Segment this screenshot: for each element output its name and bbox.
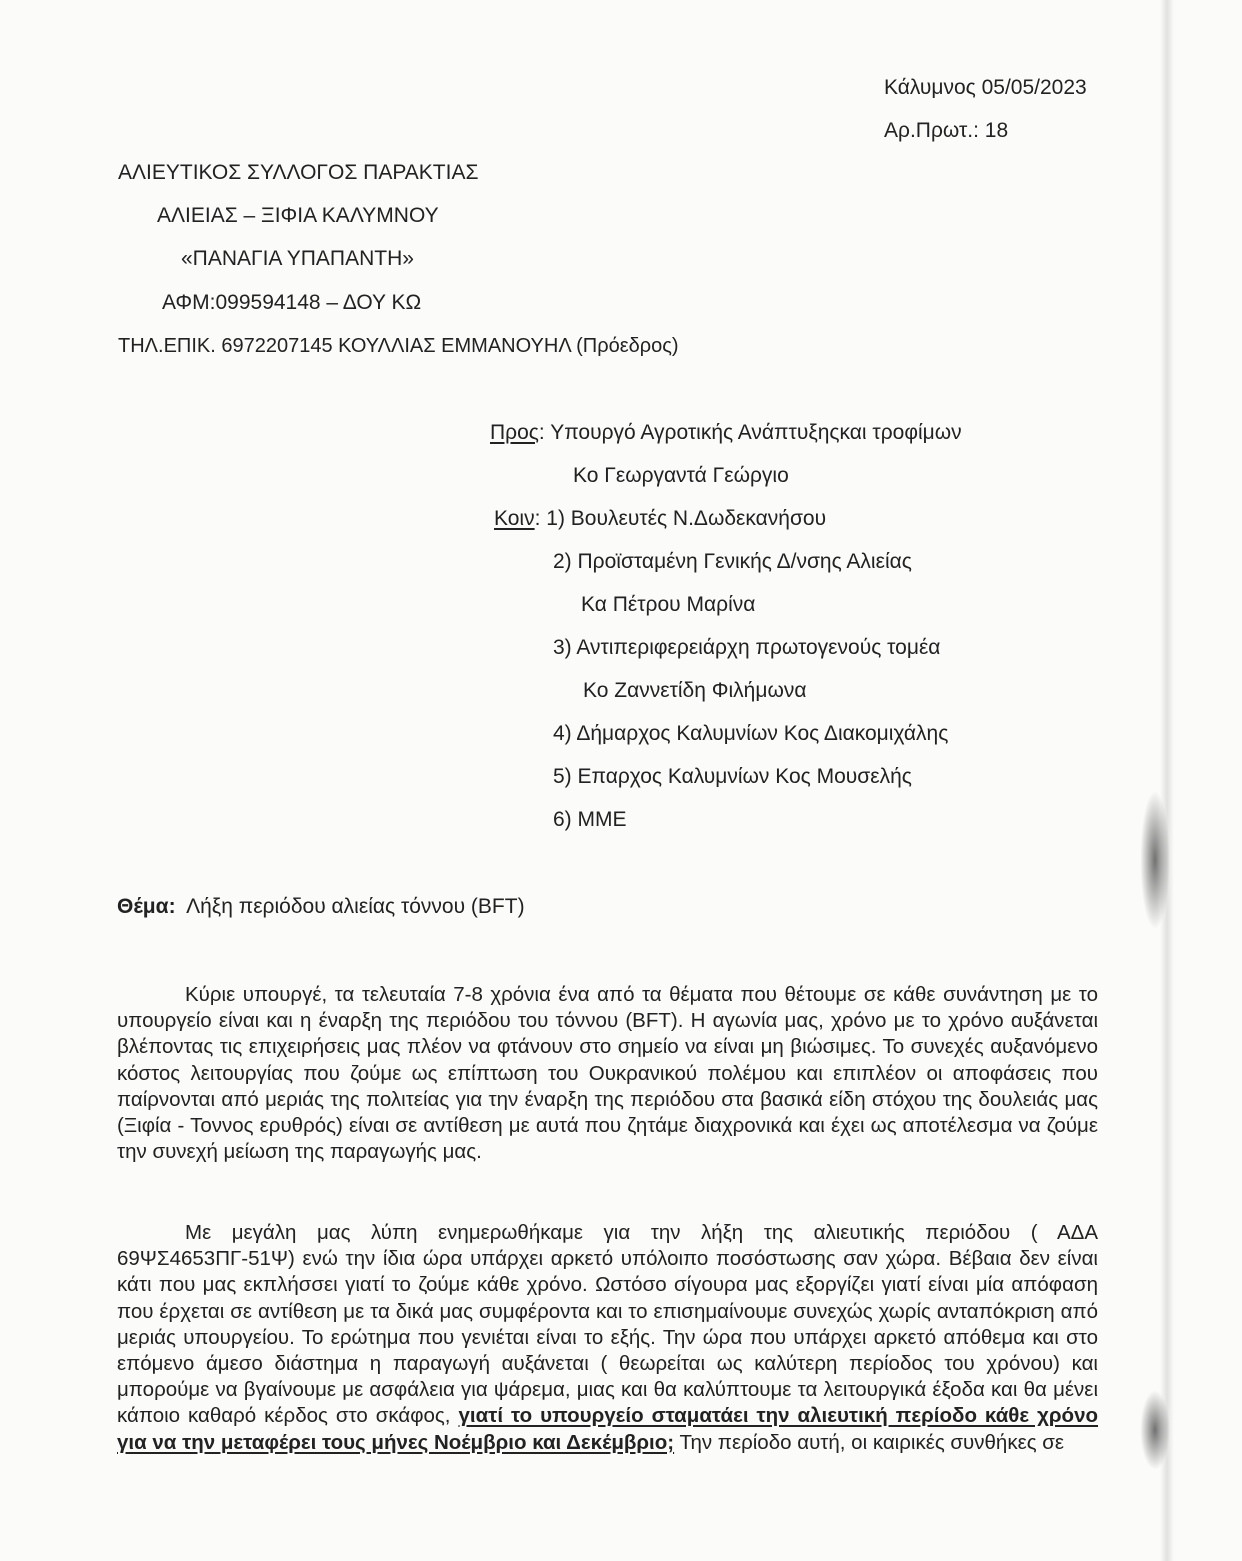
- body-paragraph-2: [117, 1220, 1098, 1456]
- cc-item-4: 4) Δήμαρχος Καλυμνίων Κος Διακομιχάλης: [553, 722, 949, 745]
- to-line-2: Κο Γεωργαντά Γεώργιο: [573, 464, 789, 487]
- sender-line-3: «ΠΑΝΑΓΙΑ ΥΠΑΠΑΝΤΗ»: [181, 247, 414, 270]
- cc-separator: :: [534, 507, 541, 530]
- cc-item-6: 6) ΜΜΕ: [553, 808, 627, 831]
- cc-item-3-name: Κο Ζαννετίδη Φιλήμωνα: [583, 679, 807, 702]
- cc-label: Κοιν: [494, 507, 535, 530]
- page-edge-shadow: [1160, 0, 1174, 1561]
- subject-text: Λήξη περιόδου αλιείας τόννου (BFT): [186, 895, 525, 918]
- sender-line-1: ΑΛΙΕΥΤΙΚΟΣ ΣΥΛΛΟΓΟΣ ΠΑΡΑΚΤΙΑΣ: [118, 161, 479, 184]
- to-line-1: Υπουργό Αγροτικής Ανάπτυξηςκαι τροφίμων: [550, 421, 962, 444]
- subject-label: Θέμα:: [117, 895, 176, 918]
- to-label: Προς: [490, 421, 539, 444]
- to-block: [490, 420, 962, 446]
- scan-smudge: [1140, 790, 1170, 930]
- cc-item-5: 5) Επαρχος Καλυμνίων Κος Μουσελής: [553, 765, 912, 788]
- cc-item-1: 1) Βουλευτές Ν.Δωδεκανήσου: [546, 507, 827, 530]
- place-date: Κάλυμνος 05/05/2023: [884, 76, 1087, 99]
- paragraph-2-emphasis: γιατί το υπουργείο σταματάει την αλιευτική περίοδο κάθε χρόνο για να την μεταφέρει τους μήνες Νοέμβριο και Δεκέμβριο;: [117, 1404, 1099, 1454]
- to-separator: :: [538, 421, 545, 444]
- protocol-number: Αρ.Πρωτ.: 18: [884, 119, 1009, 142]
- sender-tax-id: ΑΦΜ:099594148 – ΔΟΥ ΚΩ: [162, 291, 422, 314]
- sender-contact: ΤΗΛ.ΕΠΙΚ. 6972207145 ΚΟΥΛΛΙΑΣ ΕΜΜΑΝΟΥΗΛ (Πρόεδρος): [118, 335, 679, 357]
- paragraph-2-tail: Την περίοδο αυτή, οι καιρικές συνθήκες σε: [679, 1430, 1065, 1454]
- paragraph-1-text: Κύριε υπουργέ, τα τελευταία 7-8 χρόνια ένα από τα θέματα που θέτουμε σε κάθε συνάντηση με το υπουργείο είναι και η έναρξη της περιόδου του τόννου (BFT). Η αγωνία μας, χρόνο με το χρόνο αυξάνεται βλέποντας τις επιχειρήσεις μας πλέον να φτάνουν στο σημείο να είναι μη βιώσιμες. Το συνεχές αυξανόμενο κόστος λειτουργίας που ζούμε ως επίπτωση του Ουκρανικού πολέμου και επιπλέον οι αποφάσεις που παίρνονται από μεριάς της πολιτείας για την έναρξη της περιόδου στα βασικά είδη στόχου της δουλειάς μας (Ξιφία - Τοννος ερυθρός) είναι σε αντίθεση με αυτά που ζητάμε διαχρονικά και έχει ως αποτέλεσμα να ζούμε την συνεχή μείωση της παραγωγής μας.: [117, 983, 1098, 1164]
- paragraph-2-text: Με μεγάλη μας λύπη ενημερωθήκαμε για την λήξη της αλιευτικής περιόδου ( ΑΔΑ 69ΨΣ4653ΠΓ-51Ψ) ενώ την ίδια ώρα υπάρχει αρκετό υπόλοιπο ποσόστωσης σαν χώρα. Βέβαια δεν είναι κάτι που μας εκπλήσσει γιατί το ζούμε κάθε χρόνο. Ωστόσο σίγουρα μας εξοργίζει γιατί είναι μία απόφαση που έρχεται σε αντίθεση με τα δικά μας συμφέροντα και το επισημαίνουμε συνεχώς χωρίς ανταπόκριση από μεριάς υπουργείου. Το ερώτημα που γενιέται είναι το εξής. Την ώρα που υπάρχει αρκετό απόθεμα και στο επόμενο άμεσο διάστημα η παραγωγή αυξάνεται ( θεωρείται ως καλύτερη περίοδος του χρόνου) και μπορούμε να βγαίνουμε με ασφάλεια για ψάρεμα, μιας και θα καλύπτουμε τα λειτουργικά έξοδα και θα μένει κάποιο καθαρό κέρδος στο σκάφος,: [117, 1221, 1098, 1428]
- cc-item-2-name: Κα Πέτρου Μαρίνα: [581, 593, 756, 616]
- body-paragraph-1: [117, 982, 1098, 1165]
- cc-block: [494, 506, 826, 532]
- cc-item-3: 3) Αντιπεριφερειάρχη πρωτογενούς τομέα: [553, 636, 941, 659]
- subject-line: [117, 894, 525, 920]
- scan-smudge: [1140, 1390, 1170, 1470]
- sender-line-2: ΑΛΙΕΙΑΣ – ΞΙΦΙΑ ΚΑΛΥΜΝΟΥ: [157, 204, 439, 227]
- cc-item-2: 2) Προϊσταμένη Γενικής Δ/νσης Αλιείας: [553, 550, 912, 573]
